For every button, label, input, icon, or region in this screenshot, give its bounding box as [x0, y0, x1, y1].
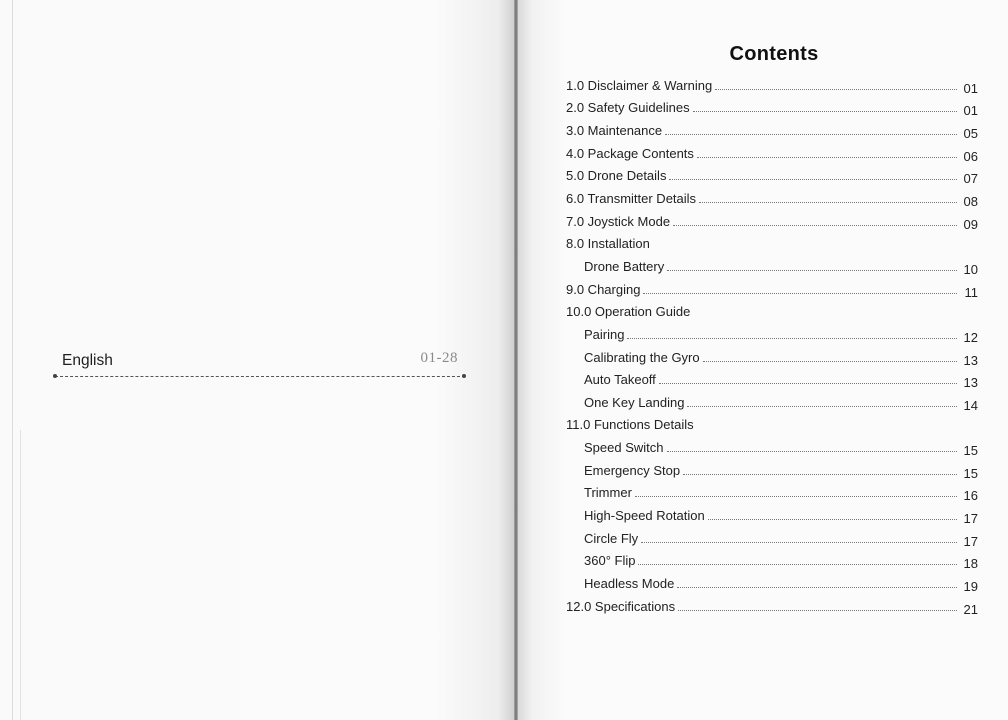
toc-dot-leader [641, 542, 957, 543]
toc-dot-leader [669, 179, 957, 180]
toc-entry [566, 300, 978, 323]
toc-entry [566, 165, 978, 188]
toc-entry-page: 14 [963, 397, 978, 413]
toc-entry [566, 278, 978, 301]
toc-entry [566, 436, 978, 459]
toc-entry [566, 142, 978, 165]
page-edge-line-secondary [20, 430, 21, 720]
toc-entry-page: 12 [963, 329, 978, 345]
toc-entry-label: 2.0 Safety Guidelines [566, 100, 690, 116]
toc-entry [566, 527, 978, 550]
toc-dot-leader [699, 202, 957, 203]
toc-entry-label: 4.0 Package Contents [566, 145, 694, 161]
toc-entry [566, 549, 978, 572]
divider-dot-left [53, 374, 57, 378]
toc-dot-leader [665, 134, 957, 135]
toc-entry-page: 13 [963, 375, 978, 391]
toc-entry-page: 08 [963, 194, 978, 210]
toc-entry [566, 210, 978, 233]
toc-entry [566, 504, 978, 527]
toc-entry-label: 360° Flip [584, 553, 636, 569]
toc-entry-label: Headless Mode [584, 575, 675, 591]
toc-entry [566, 346, 978, 369]
page-edge-line [12, 0, 13, 720]
toc-entry-page: 01 [963, 80, 978, 96]
toc-entry-page: 06 [963, 148, 978, 164]
toc-entry-label: 5.0 Drone Details [566, 168, 667, 184]
toc-entry-label: One Key Landing [584, 394, 685, 410]
toc-entry-page: 01 [963, 103, 978, 119]
language-page-range: 01-28 [420, 350, 458, 366]
table-of-contents [566, 74, 978, 617]
toc-dot-leader [673, 225, 957, 226]
toc-dot-leader [659, 383, 957, 384]
toc-entry-label: High-Speed Rotation [584, 507, 705, 523]
toc-dot-leader [678, 610, 957, 611]
toc-entry [566, 595, 978, 618]
toc-entry-label: 1.0 Disclaimer & Warning [566, 77, 713, 93]
toc-entry-page: 21 [963, 601, 978, 617]
book-fold [514, 0, 518, 720]
toc-entry-page: 18 [963, 556, 978, 572]
toc-entry-page: 09 [963, 216, 978, 232]
toc-entry-label: 11.0 Functions Details [566, 417, 694, 433]
language-label: English [62, 352, 113, 369]
toc-entry [566, 187, 978, 210]
toc-entry [566, 119, 978, 142]
toc-entry [566, 97, 978, 120]
toc-entry-page: 15 [963, 465, 978, 481]
toc-entry-page: 19 [963, 578, 978, 594]
toc-entry-label: Trimmer [584, 485, 632, 501]
toc-entry [566, 391, 978, 414]
language-section [62, 352, 462, 376]
toc-entry [566, 414, 978, 437]
toc-entry-page: 15 [963, 443, 978, 459]
toc-entry-label: Calibrating the Gyro [584, 349, 700, 365]
toc-dot-leader [708, 519, 957, 520]
toc-dot-leader [687, 406, 957, 407]
toc-entry-page: 13 [963, 352, 978, 368]
toc-entry-label: 3.0 Maintenance [566, 123, 663, 139]
toc-entry [566, 482, 978, 505]
toc-entry-page: 11 [964, 284, 978, 300]
toc-entry [566, 368, 978, 391]
toc-entry [566, 323, 978, 346]
toc-entry-label: Pairing [584, 326, 625, 342]
toc-entry-page: 05 [963, 126, 978, 142]
toc-entry-page: 07 [963, 171, 978, 187]
toc-dot-leader [667, 451, 958, 452]
toc-entry-label: 7.0 Joystick Mode [566, 213, 671, 229]
toc-entry-label: 10.0 Operation Guide [566, 304, 691, 320]
toc-entry-page: 16 [963, 488, 978, 504]
toc-entry-label: Drone Battery [584, 258, 665, 274]
toc-entry-page: 10 [963, 261, 978, 277]
toc-entry-page: 17 [963, 533, 978, 549]
toc-dot-leader [627, 338, 957, 339]
toc-entry [566, 232, 978, 255]
dashed-divider [55, 376, 465, 377]
toc-entry-label: Auto Takeoff [584, 372, 656, 388]
toc-entry-label: Speed Switch [584, 440, 664, 456]
toc-entry-label: 8.0 Installation [566, 236, 650, 252]
toc-dot-leader [677, 587, 957, 588]
toc-dot-leader [638, 564, 957, 565]
toc-dot-leader [683, 474, 957, 475]
toc-entry-label: 9.0 Charging [566, 281, 641, 297]
toc-entry-label: Emergency Stop [584, 462, 681, 478]
toc-entry-label: Circle Fly [584, 530, 639, 546]
toc-dot-leader [643, 293, 957, 294]
divider-dot-right [462, 374, 466, 378]
toc-entry [566, 459, 978, 482]
toc-entry-label: 12.0 Specifications [566, 598, 676, 614]
contents-title: Contents [729, 43, 819, 65]
toc-dot-leader [715, 89, 957, 90]
toc-entry [566, 74, 978, 97]
toc-entry [566, 255, 978, 278]
toc-dot-leader [693, 111, 957, 112]
toc-dot-leader [697, 157, 957, 158]
toc-dot-leader [635, 496, 957, 497]
toc-dot-leader [703, 361, 957, 362]
toc-entry-label: 6.0 Transmitter Details [566, 191, 697, 207]
toc-entry [566, 572, 978, 595]
toc-dot-leader [667, 270, 957, 271]
toc-entry-page: 17 [963, 510, 978, 526]
